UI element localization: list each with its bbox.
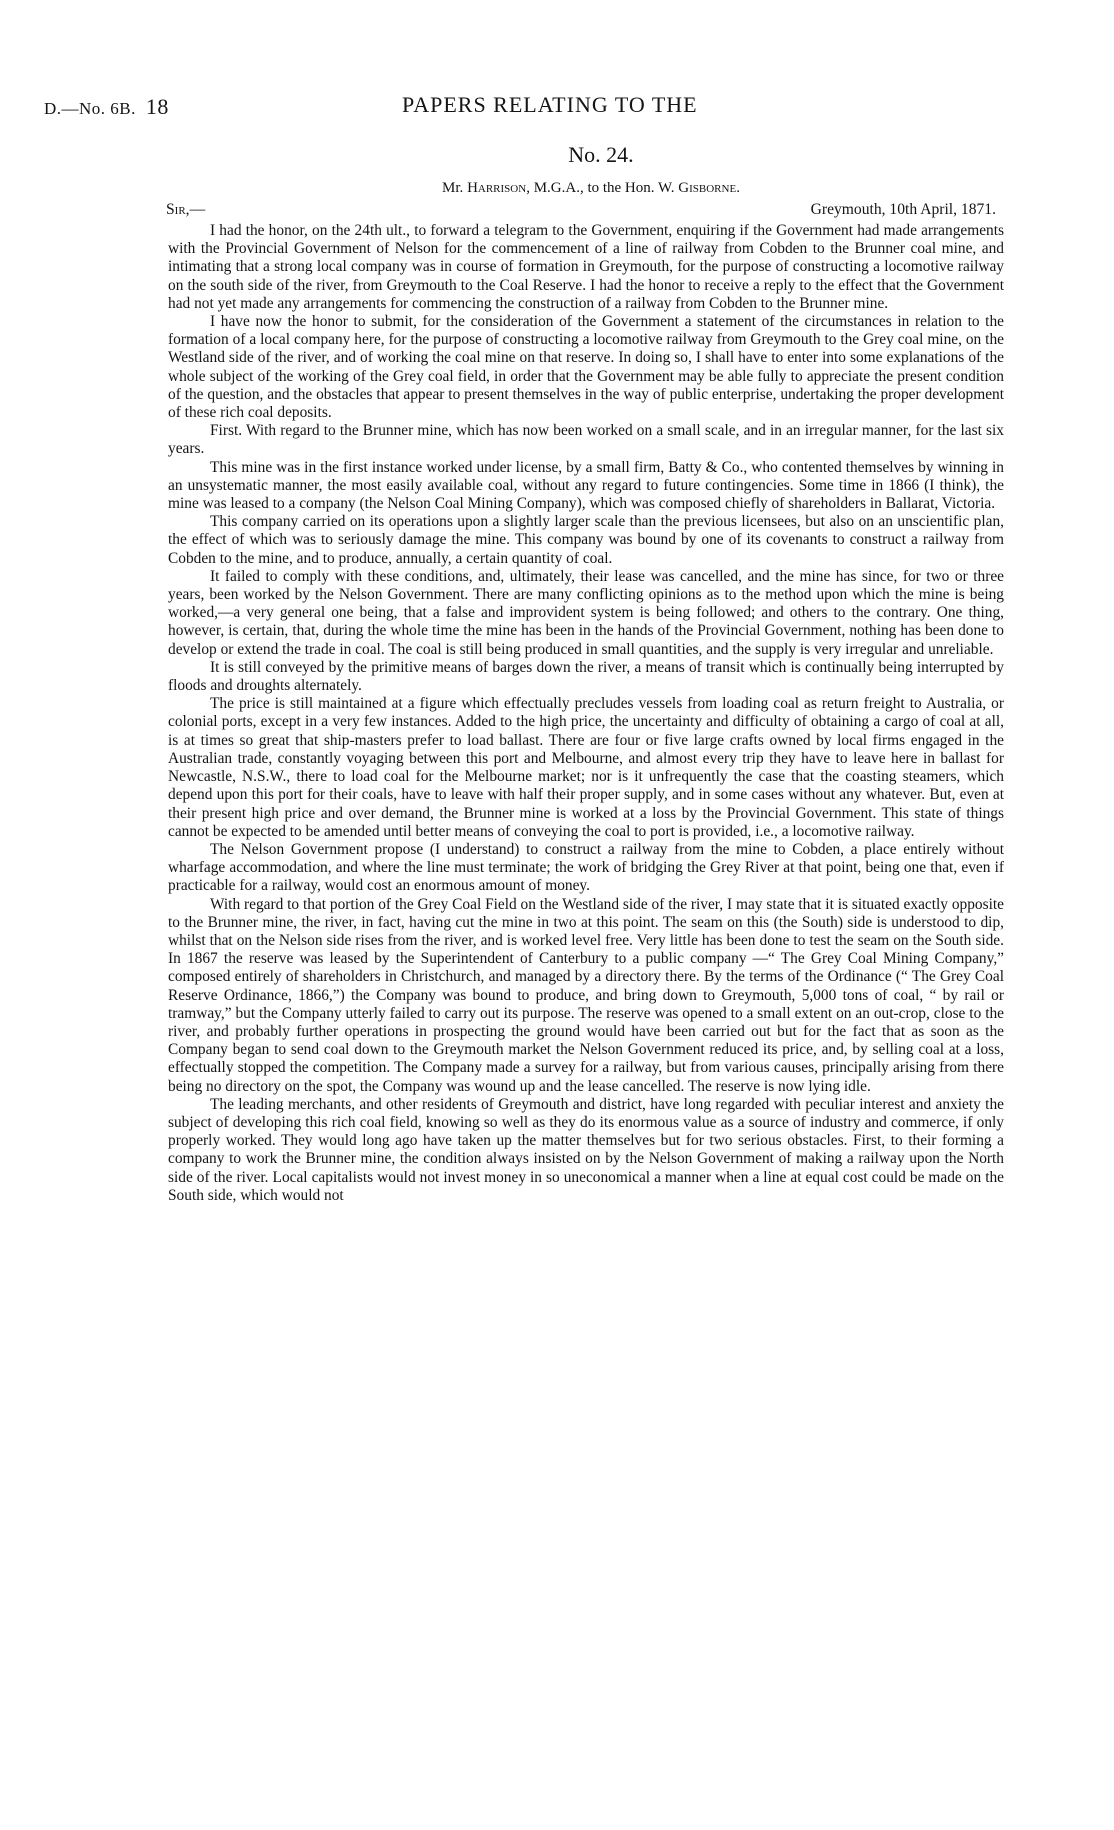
paragraph-8: The price is still maintained at a figure which effectually precludes vessels from loading coal as return freight to Australia, or colonial ports, except in a very few instances. Added to the high price, the uncertainty and difficulty of obtaining a cargo of coal at all, is at times so great that ship-masters prefer to load ballast. There are four or five large crafts owned by local firms engaged in the Australian trade, constantly voyaging between this port and Melbourne, and almost every trip they have to leave here in ballast for Newcastle, N.S.W., there to load coal for the Melbourne market; nor is it unfrequently the case that the coasting steamers, which depend upon this port for their coals, have to leave with half their proper supply, and in some cases without any whatever. But, even at their present high price and over demand, the Brunner mine is worked at a loss by the Provincial Government. This state of things cannot be expected to be amended until better means of conveying the coal to port is provided, i.e., a locomotive railway. [168,695,1004,840]
place-date: Greymouth, 10th April, 1871. [810,201,996,218]
page-number: 18 [145,94,169,119]
document-reference [44,94,169,120]
paragraph-4: This mine was in the first instance worked under license, by a small firm, Batty & Co., who contented themselves by winning in an unsystematic manner, the most easily available coal, without any regard to future contingencies. Some time in 1866 (I think), the mine was leased to a company (the Nelson Coal Mining Company), which was composed chiefly of shareholders in Ballarat, Victoria. [168,458,1004,513]
paragraph-6: It failed to comply with these conditions, and, ultimately, their lease was cancelled, and the mine has since, for two or three years, been worked by the Nelson Government. There are many conflicting opinions as to the method upon which the mine is being worked,—a very general one being, that a false and improvident system is being followed; and others to the contrary. One thing, however, is certain, that, during the whole time the mine has been in the hands of the Provincial Government, nothing has been done to develop or extend the trade in coal. The coal is still being produced in small quantities, and the supply is very irregular and unreliable. [168,567,1004,658]
paragraph-1: I had the honor, on the 24th ult., to forward a telegram to the Government, enquiring if the Government had made arrangements with the Provincial Government of Nelson for the commencement of a line of railway from Cobden to the Brunner coal mine, and intimating that a strong local company was in course of formation in Greymouth, for the purpose of constructing a locomotive railway on the south side of the river, from Greymouth to the Coal Reserve. I had the honor to receive a reply to the effect that the Government had not yet made any arrangements for commencing the construction of a railway from Cobden to the Brunner mine. [168,222,1004,312]
paragraph-7: It is still conveyed by the primitive means of barges down the river, a means of transit which is continually being interrupted by floods and droughts alternately. [168,658,1004,695]
paragraph-2: I have now the honor to submit, for the consideration of the Government a statement of the circumstances in relation to the formation of a local company here, for the purpose of constructing a locomotive railway from Greymouth to the Grey coal mine, on the Westland side of the river, and of working the coal mine on that reserve. In doing so, I shall have to enter into some explanations of the whole subject of the working of the Grey coal field, in order that the Government may be able fully to appreciate the present condition of the question, and the obstacles that appear to present themselves in the way of public enterprise, undertaking the proper development of these rich coal deposits. [168,313,1004,422]
address-from-suffix: , M.G.A., to the Hon. W. [526,180,679,196]
address-from-name: Harrison [467,180,527,196]
salutation: Sir,— [166,201,206,218]
paragraph-9: The Nelson Government propose (I understand) to construct a railway from the mine to Cobden, a place entirely without wharfage accommodation, and where the line must terminate; the work of bridging the Grey River at that point, being one that, even if practicable for a railway, would cost an enormous amount of money. [168,840,1004,895]
paragraph-10: With regard to that portion of the Grey Coal Field on the Westland side of the river, I may state that it is situated exactly opposite to the Brunner mine, the river, in fact, having cut the mine in two at this point. The seam on this (the South) side is understood to dip, whilst that on the Nelson side rises from the river, and is worked level free. Very little has been done to test the seam on the South side. In 1867 the reserve was leased by the Superintendent of Canterbury to a public company —“ The Grey Coal Mining Company,” composed entirely of shareholders in Christchurch, and managed by a directory there. By the terms of the Ordinance (“ The Grey Coal Reserve Ordinance, 1866,”) the Company was bound to produce, and bring down to Greymouth, 5,000 tons of coal, “ by rail or tramway,” but the Company utterly failed to carry out its purpose. The reserve was opened to a small extent on an out-crop, close to the river, and probably further operations in prospecting the ground would have been carried out but for the fact that as soon as the Company began to send coal down to the Greymouth market the Nelson Government reduced its price, and, by selling coal at a loss, effectually stopped the competition. The Company made a survey for a railway, but from various causes, principally arising from there being no directory on the spot, the Company was wound up and the lease cancelled. The reserve is now lying idle. [168,895,1004,1095]
document-number: No. 24. [568,142,634,167]
address-to-name: Gisborne [678,180,737,196]
reference-label: D.—No. 6B. [44,99,136,118]
letter-body [168,222,1004,1205]
paragraph-5: This company carried on its operations upon a slightly larger scale than the previous licensees, but also on an unscientific plan, the effect of which was to seriously damage the mine. This company was bound by one of its covenants to construct a railway from Cobden to the mine, and to produce, annually, a certain quantity of coal. [168,513,1004,567]
address-to-suffix: . [736,180,740,196]
running-header [44,92,1004,122]
address-from-prefix: Mr. [442,180,468,196]
paragraph-11: The leading merchants, and other residents of Greymouth and district, have long regarded with peculiar interest and anxiety the subject of developing this rich coal field, knowing so well as they do its enormous value as a source of industry and commerce, if only properly worked. They would long ago have taken up the matter themselves but for two serious obstacles. First, to their forming a company to work the Brunner mine, the condition always insisted on by the Nelson Government of making a railway upon the North side of the river. Local capitalists would not invest money in so uneconomical a manner when a line at equal cost could be made on the South side, which would not [168,1095,1004,1204]
paragraph-3: First. With regard to the Brunner mine, which has now been worked on a small scale, and in an irregular manner, for the last six years. [168,422,1004,458]
address-line [168,180,1004,197]
salutation-line [168,201,1004,222]
running-title: PAPERS RELATING TO THE [402,92,698,117]
